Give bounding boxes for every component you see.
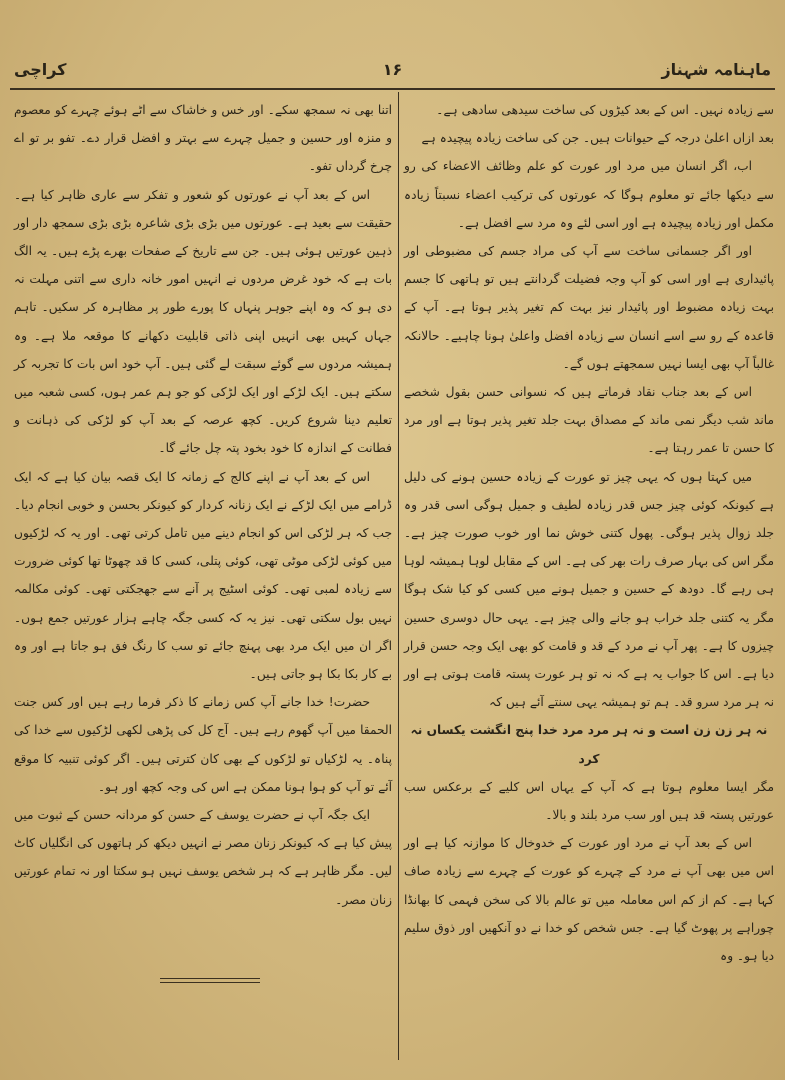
paragraph: ایک جگہ آپ نے حضرت یوسف کے حسن کو مردانہ حسن کے ثبوت میں پیش کیا ہے کہ کیونکر زنان مصر نے انہیں دیکھ کر ہاتھوں کی انگلیاں کاٹ لیں۔ مگر ظاہر ہے کہ ہر شخص یوسف نہیں ہو سکتا اور نہ تمام عورتیں زنان مصر۔: [14, 808, 392, 907]
paragraph: بعد ازاں اعلیٰ درجہ کے حیوانات ہیں۔ جن کی ساخت زیادہ پیچیدہ ہے: [421, 131, 774, 146]
magazine-title: ماہنامہ شہناز: [661, 59, 771, 79]
paragraph: حضرت! خدا جانے آپ کس زمانے کا ذکر فرما رہے ہیں اور کس جنت الحمقا میں آپ گھوم رہے ہیں۔ آج کل کی پڑھی لکھی لڑکیوں سے خدا کی پناہ۔ یہ لڑکیاں تو لڑکوں کے بھی کان کترتی ہیں۔ اگر کوئی تنبیہ کا موقع آئے تو آپ کو ہوا ہونا ممکن ہے اس کی وجہ کچھ اور ہو۔: [14, 695, 392, 794]
left-column: [14, 96, 392, 914]
end-ornament: [160, 975, 260, 989]
column-divider: [398, 92, 399, 1060]
paragraph: اس کے بعد جناب نقاد فرماتے ہیں کہ نسوانی حسن بقول شخصے ماند شب دیگر نمی ماند کے مصداق بہت جلد تغیر پذیر ہوتا ہے اور مرد کا حسن تا عمر رہتا ہے۔: [404, 385, 774, 456]
paragraph: اب، اگر انسان میں مرد اور عورت کو علم وظائف الاعضاء کی رو سے دیکھا جائے تو معلوم ہوگا کہ عورتوں کی ترکیب اعضاء نسبتاً زیادہ مکمل اور زیادہ پیچیدہ ہے اور اسی لئے وہ مرد سے افضل ہے۔: [404, 159, 774, 230]
right-column: [404, 96, 774, 970]
persian-verse: نہ ہر زن زن است و نہ ہر مرد مرد خدا پنج انگشت یکساں نہ کرد: [410, 723, 768, 766]
paragraph: اس کے بعد آپ نے عورتوں کو شعور و تفکر سے عاری ظاہر کیا ہے۔ حقیقت سے بعید ہے۔ عورتوں میں بڑی بڑی شاعرہ بڑی بڑی سمجھ دار اور ذہین عورتیں ہوئی ہیں۔ جن سے تاریخ کے صفحات بھرے پڑے ہیں۔ یہ الگ بات ہے کہ خود غرض مردوں نے انہیں امور خانہ داری سے اتنی مہلت نہ دی ہو کہ وہ اپنے جوہر پنہاں کا پورے طور پر مظاہرہ کر سکیں۔ تاہم جہاں کہیں بھی انہیں اپنی ذاتی قابلیت دکھانے کا موقعہ ملا ہے۔ وہ ہمیشہ مردوں سے گوئے سبقت لے گئی ہیں۔ آپ خود اس بات کا تجربہ کر سکتے ہیں۔ ایک لڑکے اور ایک لڑکی کو جو ہم عمر ہوں، کسی شعبہ میں تعلیم دینا شروع کریں۔ کچھ عرصہ کے بعد آپ کو لڑکی کی ذہانت و فطانت کے اندازہ کا خود بخود پتہ چل جائے گا۔: [14, 187, 392, 456]
paragraph: میں کہتا ہوں کہ یہی چیز تو عورت کے زیادہ حسین ہونے کی دلیل ہے کیونکہ کوئی چیز جس قدر زیادہ لطیف و جمیل ہوگی اسی قدر وہ جلد زوال پذیر ہوگی۔ پھول کتنی خوش نما اور خوب صورت چیز ہے۔ مگر اس کی بہار صرف رات بھر کی ہے۔ اس کے مقابل لوہا ہمیشہ لوہا ہی رہے گا۔ دودھ کے حسین و جمیل ہونے میں کسی کو کیا شک ہوگا مگر یہ کتنی جلد خراب ہو جانے والی چیز ہے۔ یہی حال دوسری حسین چیزوں کا ہے۔ پھر آپ نے مرد کے قد و قامت کو بھی ایک وجہ حسن قرار دیا ہے۔ اس کا جواب یہ ہے کہ نہ تو ہر عورت پستہ قامت ہوتی ہے اور نہ ہر مرد سرو قد۔ ہم تو ہمیشہ یہی سنتے آئے ہیں کہ: [404, 469, 774, 710]
paragraph: اور اگر جسمانی ساخت سے آپ کی مراد جسم کی مضبوطی اور پائیداری ہے اور اسی کو آپ وجہ فضیلت گردانتے ہیں تو ہاتھی کا جسم بہت زیادہ مضبوط اور پائیدار نیز بہت کم تغیر پذیر ہوتا ہے۔ آپ کے قاعدہ کے رو سے اسے انسان سے زیادہ افضل واعلیٰ ہونا چاہیے۔ حالانکہ غالباً آپ بھی ایسا نہیں سمجھتے ہوں گے۔: [404, 244, 774, 371]
page-header: [14, 54, 771, 84]
paragraph: سے زیادہ نہیں۔ اس کے بعد کیڑوں کی ساخت سیدھی سادھی ہے۔: [436, 103, 774, 117]
paragraph: اس کے بعد آپ نے مرد اور عورت کے خدوخال کا موازنہ کیا ہے اور اس میں بھی آپ نے مرد کے چہرے کو عورت کے چہرے سے زیادہ صاف کہا ہے۔ کم از کم اس معاملہ میں تو عالم بالا کی سخن فہمی کا بھانڈا چوراہے پر پھوٹ گیا ہے۔ جس شخص کو خدا نے دو آنکھیں اور ذوق سلیم دیا ہو۔ وہ: [404, 836, 774, 964]
paragraph: مگر ایسا معلوم ہوتا ہے کہ آپ کے یہاں اس کلیے کے برعکس سب عورتیں پستہ قد ہیں اور سب مرد بلند و بالا۔: [404, 779, 774, 823]
paragraph: اتنا بھی نہ سمجھ سکے۔ اور خس و خاشاک سے اٹے ہوئے چہرے کو معصوم و منزہ اور حسین و جمیل چہرے سے بہتر و افضل قرار دے۔ تفو بر تو اے چرخ گرداں تفو۔: [14, 103, 392, 174]
page-number: ۱۶: [382, 59, 403, 79]
header-rule: [10, 88, 775, 90]
header-city: کراچی: [14, 59, 67, 79]
paragraph: اس کے بعد آپ نے اپنے کالج کے زمانہ کا ایک قصہ بیان کیا ہے کہ ایک ڈرامے میں ایک لڑکے نے ایک زنانہ کردار کو کیونکر بحسن و خوبی انجام دیا۔ جب کہ ہر لڑکی اس کو انجام دینے میں تامل کرتی تھی۔ اور یہ کہ لڑکیوں میں کوئی لڑکی موٹی تھی، کوئی پتلی، کسی کا قد چھوٹا تھا کوئی ضرورت سے زیادہ لمبی تھی۔ کوئی اسٹیج پر آنے سے جھجکتی تھی۔ کوئی مکالمہ نہیں بول سکتی تھی۔ نیز یہ کہ کسی جگہ چاہے ہزار عورتیں جمع ہوں۔ اگر ان میں ایک مرد بھی پہنچ جائے تو سب کا رنگ فق ہو جاتا ہے اور وہ بے کار بکا بکا ہو جاتی ہیں۔: [14, 469, 392, 682]
